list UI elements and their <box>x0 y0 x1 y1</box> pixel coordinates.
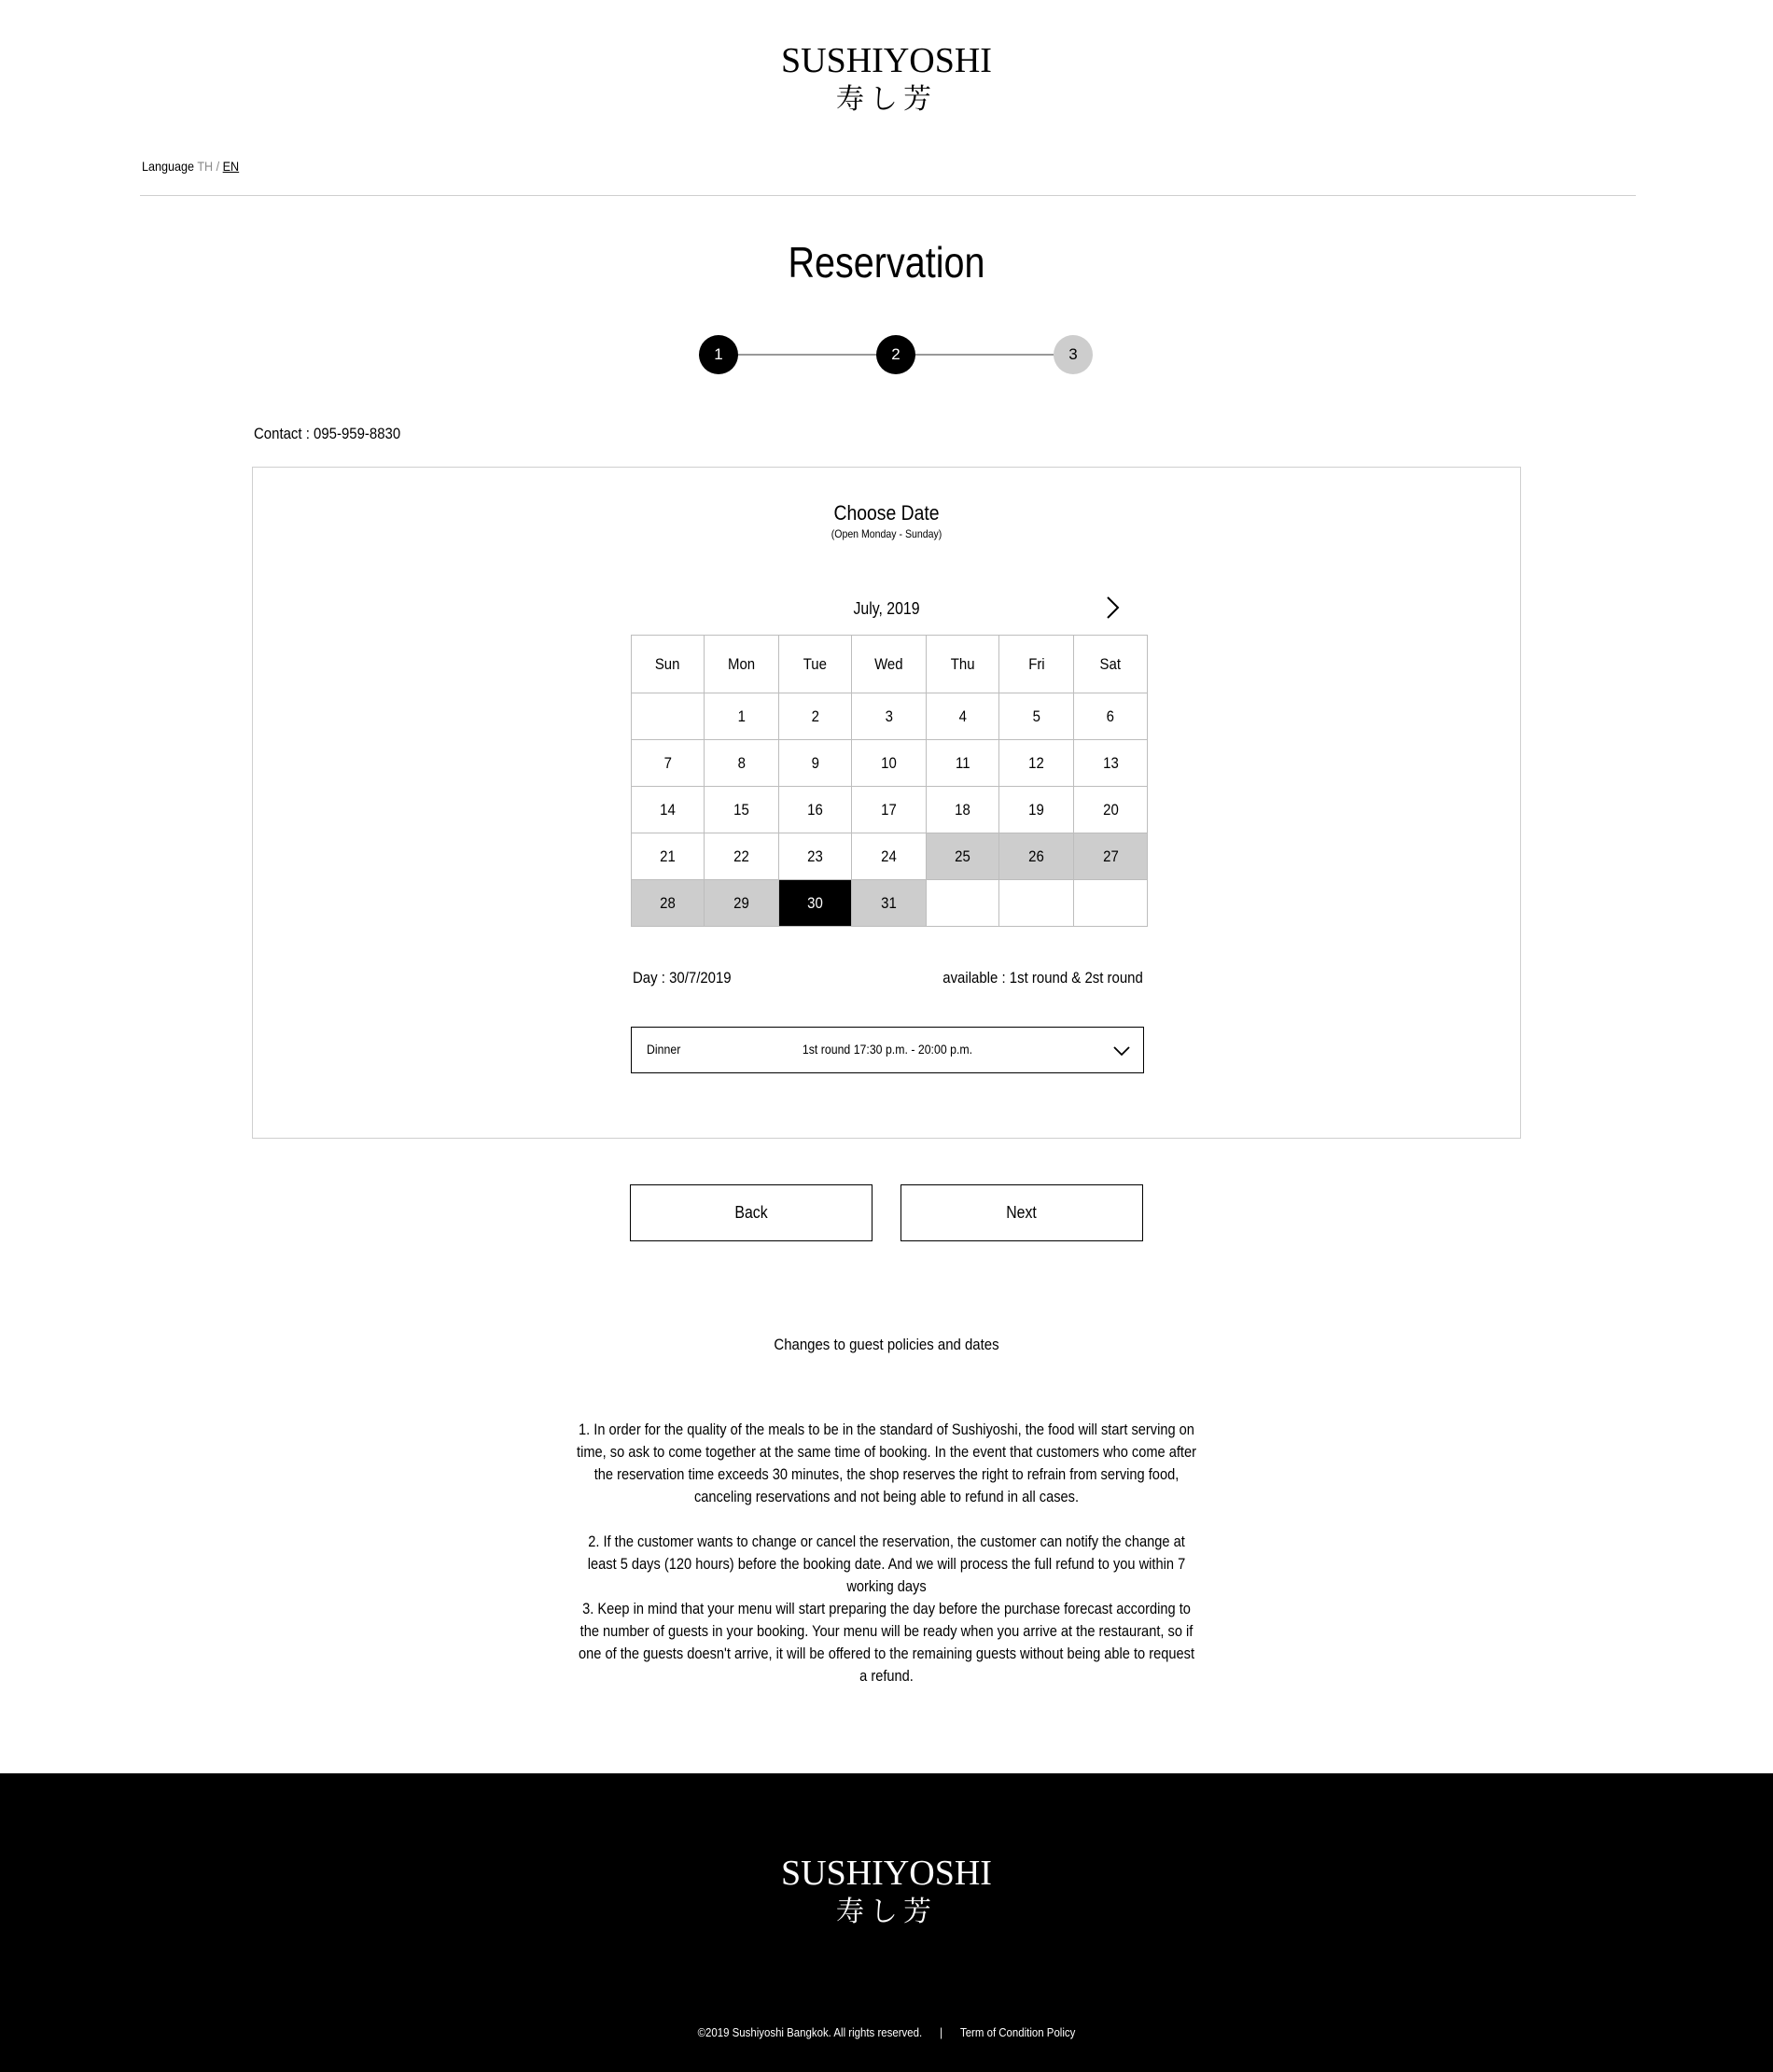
calendar-day-7[interactable] <box>632 740 705 787</box>
calendar-day-9[interactable] <box>779 740 852 787</box>
weekday-fri <box>999 636 1074 693</box>
site-header <box>0 0 1773 196</box>
calendar-day-number: 10 <box>881 753 897 772</box>
policy-item <box>523 1598 1250 1687</box>
back-button-label: Back <box>734 1203 768 1222</box>
policy-text: 1. In order for the quality of the meals to be in the standard of Sushiyoshi, the food will start serving on time, so ask to come together at the same time of booking. In the event that customers who come after the reservation time exceeds 30 minutes, the shop reserves the right to refrain from serving food, canceling reservations and not being able to refund in all cases. <box>577 1421 1196 1505</box>
weekday-label: Thu <box>950 654 975 673</box>
next-button-label: Next <box>1006 1203 1038 1222</box>
footer-brand-name-jp: 寿し芳 <box>836 1896 937 1928</box>
calendar-day-2[interactable] <box>779 693 852 740</box>
calendar-empty-cell <box>999 880 1074 927</box>
calendar-day-number: 24 <box>881 847 897 865</box>
calendar-day-1[interactable] <box>705 693 779 740</box>
calendar-day-number: 1 <box>737 707 746 725</box>
calendar-week-row <box>632 833 1148 880</box>
policy-text: 2. If the customer wants to change or cancel the reservation, the customer can notify the change at least 5 days (120 hours) before the booking date. And we will process the full refund to you within 7 working days <box>587 1533 1186 1595</box>
calendar-week-row <box>632 787 1148 833</box>
calendar-day-number: 9 <box>811 753 819 772</box>
weekday-label: Sat <box>1099 654 1122 673</box>
calendar-day-number: 22 <box>733 847 749 865</box>
calendar-day-number: 29 <box>733 893 749 912</box>
calendar-day-20[interactable] <box>1074 787 1148 833</box>
calendar-month-label: July, 2019 <box>853 599 920 618</box>
calendar-week-row <box>632 740 1148 787</box>
weekday-label: Tue <box>803 654 828 673</box>
meal-label: Dinner <box>647 1042 681 1057</box>
weekday-sat <box>1074 636 1148 693</box>
weekday-header-row <box>632 636 1148 693</box>
weekday-label: Fri <box>1027 654 1045 673</box>
calendar-day-number: 21 <box>660 847 676 865</box>
calendar-empty-cell <box>1074 880 1148 927</box>
language-separator: / <box>216 159 220 174</box>
brand-logo[interactable] <box>0 43 1773 114</box>
opening-days-note: (Open Monday - Sunday) <box>831 527 942 540</box>
terms-link[interactable]: Term of Condition Policy <box>960 2025 1076 2039</box>
step-1: 1 <box>699 335 738 374</box>
round-selected-value: 1st round 17:30 p.m. - 20:00 p.m. <box>802 1042 973 1057</box>
calendar-day-number: 28 <box>660 893 676 912</box>
calendar-day-number: 30 <box>807 893 823 912</box>
calendar-day-30[interactable] <box>779 880 852 927</box>
calendar-empty-cell <box>927 880 999 927</box>
calendar-day-31[interactable] <box>852 880 927 927</box>
calendar-day-27[interactable] <box>1074 833 1148 880</box>
weekday-thu <box>927 636 999 693</box>
calendar-day-22[interactable] <box>705 833 779 880</box>
calendar-day-18[interactable] <box>927 787 999 833</box>
calendar-day-number: 31 <box>881 893 897 912</box>
calendar-day-28[interactable] <box>632 880 705 927</box>
calendar-day-number: 16 <box>807 800 823 819</box>
language-option-en[interactable]: EN <box>222 159 240 174</box>
calendar-day-number: 23 <box>807 847 823 865</box>
choose-date-heading: Choose Date <box>833 501 940 525</box>
calendar-day-23[interactable] <box>779 833 852 880</box>
contact-phone: Contact : 095-959-8830 <box>254 425 401 442</box>
calendar-day-number: 14 <box>660 800 676 819</box>
calendar-day-14[interactable] <box>632 787 705 833</box>
step-2: 2 <box>876 335 915 374</box>
footer-brand-logo[interactable] <box>0 1855 1773 1926</box>
chevron-right-icon <box>1104 595 1121 620</box>
calendar-day-8[interactable] <box>705 740 779 787</box>
calendar-day-number: 5 <box>1032 707 1040 725</box>
calendar-day-number: 26 <box>1028 847 1044 865</box>
calendar-week-row <box>632 693 1148 740</box>
back-button[interactable] <box>630 1184 873 1241</box>
calendar-day-21[interactable] <box>632 833 705 880</box>
chevron-down-icon <box>1110 1039 1134 1063</box>
calendar-day-24[interactable] <box>852 833 927 880</box>
weekday-sun <box>632 636 705 693</box>
weekday-label: Sun <box>655 654 680 673</box>
availability-text: available : 1st round & 2st round <box>942 969 1143 987</box>
policy-item <box>523 1531 1250 1598</box>
calendar-day-number: 8 <box>737 753 746 772</box>
calendar-day-number: 2 <box>811 707 819 725</box>
calendar-day-number: 18 <box>955 800 970 819</box>
weekday-tue <box>779 636 852 693</box>
calendar-day-29[interactable] <box>705 880 779 927</box>
calendar-day-number: 4 <box>958 707 967 725</box>
footer-brand-name: SUSHIYOSHI <box>781 1854 992 1893</box>
round-select-dropdown[interactable] <box>631 1027 1144 1073</box>
step-connector <box>915 354 1054 356</box>
weekday-wed <box>852 636 927 693</box>
selected-day-text: Day : 30/7/2019 <box>633 969 732 987</box>
calendar-day-26[interactable] <box>999 833 1074 880</box>
policy-text: 3. Keep in mind that your menu will start preparing the day before the purchase forecast according to the number of guests in your booking. Your menu will be ready when you arrive at the restaurant, so if one of the guests doesn't arrive, it will be offered to the remaining guests without being able to request a refund. <box>578 1600 1195 1685</box>
step-3: 3 <box>1054 335 1093 374</box>
weekday-label: Mon <box>727 654 756 673</box>
site-footer <box>0 1773 1773 2072</box>
calendar-day-number: 17 <box>881 800 897 819</box>
calendar-day-number: 13 <box>1102 753 1119 772</box>
step-connector <box>738 354 876 356</box>
next-button[interactable] <box>900 1184 1143 1241</box>
brand-name-jp: 寿し芳 <box>836 83 937 116</box>
calendar-week-row <box>632 880 1148 927</box>
calendar-day-10[interactable] <box>852 740 927 787</box>
calendar-day-number: 25 <box>955 847 970 865</box>
weekday-label: Wed <box>874 654 903 673</box>
calendar-day-number: 11 <box>955 753 970 772</box>
progress-stepper <box>699 335 1093 374</box>
calendar-day-12[interactable] <box>999 740 1074 787</box>
copyright-text: ©2019 Sushiyoshi Bangkok. All rights reserved. <box>697 2025 923 2039</box>
date-picker-card <box>252 467 1521 1139</box>
calendar-day-number: 20 <box>1102 800 1119 819</box>
language-switcher <box>142 159 239 174</box>
weekday-mon <box>705 636 779 693</box>
calendar-day-number: 12 <box>1028 753 1044 772</box>
footer-separator: | <box>940 2025 943 2039</box>
calendar-day-number: 6 <box>1106 707 1115 725</box>
policy-item <box>523 1419 1250 1508</box>
page-title: Reservation <box>788 238 985 287</box>
calendar-day-16[interactable] <box>779 787 852 833</box>
calendar-day-17[interactable] <box>852 787 927 833</box>
next-month-button[interactable] <box>1098 594 1126 622</box>
brand-name: SUSHIYOSHI <box>781 41 992 80</box>
calendar-day-number: 7 <box>663 753 672 772</box>
calendar-day-3[interactable] <box>852 693 927 740</box>
calendar-day-11[interactable] <box>927 740 999 787</box>
header-divider <box>140 195 1636 196</box>
language-option-th[interactable]: TH <box>197 159 214 174</box>
calendar-day-number: 27 <box>1102 847 1119 865</box>
calendar-day-4[interactable] <box>927 693 999 740</box>
calendar-empty-cell <box>632 693 705 740</box>
calendar-day-number: 19 <box>1028 800 1044 819</box>
calendar-day-13[interactable] <box>1074 740 1148 787</box>
calendar-day-19[interactable] <box>999 787 1074 833</box>
calendar-day-15[interactable] <box>705 787 779 833</box>
language-label: Language <box>142 159 195 174</box>
calendar-day-number: 15 <box>733 800 749 819</box>
policy-title: Changes to guest policies and dates <box>774 1336 999 1353</box>
calendar-day-25[interactable] <box>927 833 999 880</box>
calendar-day-5[interactable] <box>999 693 1074 740</box>
calendar-day-number: 3 <box>885 707 893 725</box>
footer-meta <box>0 2025 1773 2039</box>
calendar-grid <box>631 635 1148 927</box>
calendar-day-6[interactable] <box>1074 693 1148 740</box>
